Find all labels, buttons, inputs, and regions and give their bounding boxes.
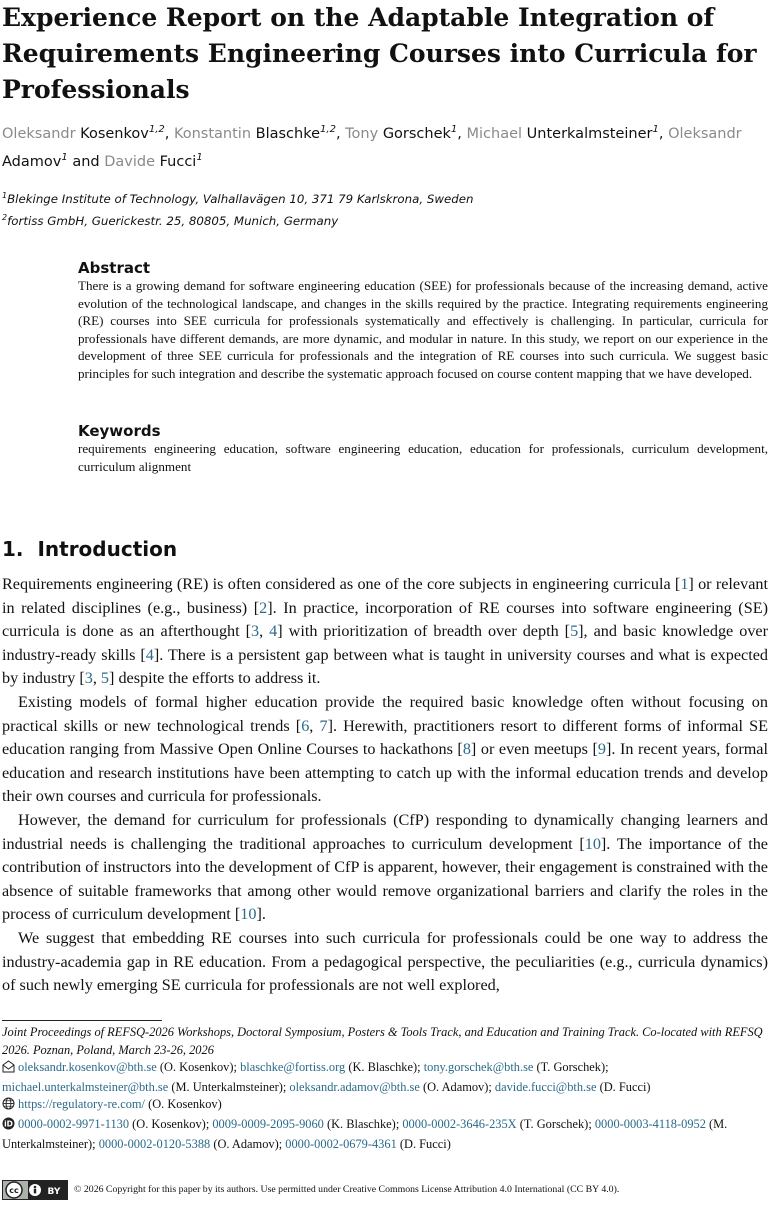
citation-link[interactable]: 4 <box>269 622 278 641</box>
cc-badge-label: BY <box>47 1187 61 1197</box>
citation-link[interactable]: 4 <box>145 645 154 664</box>
license-text: © 2026 Copyright for this paper by its authors. Use permitted under Creative Commons License Attribution 4.0 International (CC BY 4.0). <box>74 1184 620 1195</box>
citation-link[interactable]: 6 <box>301 716 310 735</box>
footnote-rule <box>2 1020 162 1021</box>
orcid-link[interactable]: 0000-0002-9971-1130 <box>18 1116 130 1131</box>
paragraph-text: , <box>92 669 101 688</box>
orcid-icon <box>2 1117 15 1136</box>
citation-link[interactable]: 9 <box>597 740 606 759</box>
citation-link[interactable]: 8 <box>462 740 471 759</box>
email-link[interactable]: tony.gorschek@bth.se <box>423 1060 534 1075</box>
citation-link[interactable]: 10 <box>240 905 257 924</box>
abstract-heading: Abstract <box>78 259 151 277</box>
paragraph-text: ]. There is a persistent gap between what is taught in university courses and what is expected by industry [ <box>2 645 768 688</box>
globe-icon <box>2 1097 15 1116</box>
author-given-name: Oleksandr <box>668 125 742 142</box>
author-affiliation-mark: 1 <box>450 124 458 135</box>
orcid-owner: (O. Kosenkov) <box>132 1116 206 1131</box>
license-line <box>2 1180 768 1200</box>
orcid-list: 0000-0002-9971-1130 (O. Kosenkov); 0009-0009-2095-9060 (K. Blaschke); 0000-0002-3646-235X (T. Gorschek); 0000-0003-4118-0952 (M. Unterkalmsteiner); 0000-0002-0120-5388 (O. Adamov); 0000-0002-0679-4361 (D. Fucci) <box>2 1116 728 1151</box>
svg-text:cc: cc <box>9 1186 19 1195</box>
keywords-block <box>78 422 768 475</box>
email-link[interactable]: oleksandr.kosenkov@bth.se <box>18 1060 157 1075</box>
citation-link[interactable]: 2 <box>259 598 268 617</box>
paragraph-text: ] or even meetups [ <box>470 740 598 759</box>
orcid-link[interactable]: 0009-0009-2095-9060 <box>212 1116 324 1131</box>
citation-link[interactable]: 5 <box>100 669 110 688</box>
email-owner: (O. Adamov) <box>422 1079 489 1094</box>
homepage-line <box>2 1096 768 1116</box>
author-given-name: Oleksandr <box>2 125 76 142</box>
paragraph-text: ], and basic knowledge over industry-ready skills [ <box>2 622 769 664</box>
author-family-name: Gorschek <box>382 125 451 142</box>
affiliation-1-number: 1 <box>2 191 8 200</box>
email-link[interactable]: michael.unterkalmsteiner@bth.se <box>2 1079 169 1094</box>
author-affiliation-mark: 1,2 <box>320 124 336 135</box>
paragraph-text: , <box>259 622 270 641</box>
svg-text:iD: iD <box>4 1119 13 1129</box>
email-owner: (O. Kosenkov) <box>159 1060 234 1075</box>
author <box>467 126 659 142</box>
orcid-owner: (M. Unterkalmsteiner) <box>2 1116 728 1151</box>
affiliation-1 <box>2 188 702 207</box>
cc-by-badge-icon <box>2 1180 68 1208</box>
keywords-heading: Keywords <box>78 422 161 440</box>
author-affiliation-mark: 1 <box>652 124 659 135</box>
author <box>174 126 336 142</box>
paragraph-text: Existing models of formal higher education provide the required basic knowledge often without focusing on practical skills or new technological trends [ <box>2 692 768 735</box>
citation-link[interactable]: 7 <box>319 716 328 735</box>
author-family-name: Fucci <box>159 153 197 170</box>
paragraph-text: ]. Herewith, practitioners resort to different forms of informal SE education ranging from Massive Open Online Courses to hackathons [ <box>2 716 768 759</box>
paragraph <box>2 809 768 927</box>
affiliation-2-number: 2 <box>2 213 8 222</box>
email-owner: (D. Fucci) <box>599 1079 651 1094</box>
author-affiliation-mark: 1 <box>61 151 68 163</box>
orcid-owner: (O. Adamov) <box>213 1136 279 1151</box>
paragraph-text: ] despite the efforts to address it. <box>109 669 321 688</box>
affiliation-2-text: fortiss GmbH, Guerickestr. 25, 80805, Munich, Germany <box>7 213 339 228</box>
abstract-text: There is a growing demand for software engineering education (SEE) for professionals because of the increasing demand, active evolution of the technological landscape, and changes in the skills required by the practice. Integrating requirements engineering (RE) courses into SEE curricula for professionals systematically and effectively is challenging. In particular, curricula for professionals have different demands, are more dynamic, and modular in nature. In this study, we report on our experience in the development of three SEE curricula for professionals and the integration of RE courses into such curricula. We suggest basic principles for such integration and describe the systematic approach focused on course content mapping that we have developed. <box>78 278 768 381</box>
paragraph <box>2 691 768 809</box>
email-owner: (K. Blaschke) <box>348 1060 418 1075</box>
author-given-name: Konstantin <box>173 125 252 142</box>
author <box>104 151 203 170</box>
author-conjunction: and <box>72 153 100 170</box>
email-link[interactable]: davide.fucci@bth.se <box>494 1079 597 1094</box>
orcid-link[interactable]: 0000-0002-0679-4361 <box>285 1136 397 1151</box>
orcid-link[interactable]: 0000-0003-4118-0952 <box>594 1116 706 1131</box>
citation-link[interactable]: 3 <box>84 669 93 688</box>
envelope-icon <box>2 1060 15 1079</box>
section-number: 1. <box>2 537 24 561</box>
paragraph-text: ]. <box>256 905 266 924</box>
email-link[interactable]: oleksandr.adamov@bth.se <box>289 1079 420 1094</box>
keywords-text: requirements engineering education, software engineering education, education for professionals, curriculum development, curriculum alignment <box>78 441 768 474</box>
paragraph-text: ] or relevant in related disciplines (e.g., business) [ <box>2 575 768 617</box>
section-body <box>2 573 768 998</box>
citation-link[interactable]: 5 <box>570 622 579 641</box>
email-line <box>2 1059 768 1096</box>
paragraph-text: ]. The importance of the contribution of instructors into the development of CfP is apparent, however, their engagement is constrained with the absence of suitable frameworks that among other would remove organizational barriers and clarify the roles in the process of curriculum development [ <box>2 834 768 924</box>
email-owner: (M. Unterkalmsteiner) <box>171 1079 283 1094</box>
author-family-name: Kosenkov <box>80 125 149 142</box>
author-affiliation-mark: 1 <box>196 151 203 163</box>
email-owner: (T. Gorschek) <box>536 1060 606 1075</box>
section-title: Introduction <box>37 537 178 561</box>
author-given-name: Michael <box>466 125 523 142</box>
paragraph-text: ] with prioritization of breadth over depth [ <box>277 622 571 641</box>
orcid-link[interactable]: 0000-0002-3646-235X <box>402 1116 517 1131</box>
affiliation-2 <box>2 210 702 229</box>
citation-link[interactable]: 1 <box>680 575 689 593</box>
affiliation-1-text: Blekinge Institute of Technology, Valhallavägen 10, 371 79 Karlskrona, Sweden <box>7 191 474 206</box>
paragraph-text: ]. In practice, incorporation of RE courses into software engineering (SE) curricula is done as an afterthought [ <box>2 598 768 641</box>
orcid-owner: (T. Gorschek) <box>519 1116 589 1131</box>
email-list: oleksandr.kosenkov@bth.se (O. Kosenkov); blaschke@fortiss.org (K. Blaschke); tony.gorschek@bth.se (T. Gorschek); michael.unterkalmsteiner@bth.se (M. Unterkalmsteiner); oleksandr.adamov@bth.se (O. Adamov); davide.fucci@bth.se (D. Fucci) <box>2 1060 651 1094</box>
author-given-name: Tony <box>345 125 379 142</box>
paragraph-text: ]. In recent years, formal education and research institutions have been attempting to catch up with the informal education trends and develop their own courses and curricula for professionals. <box>2 740 768 806</box>
homepage-owner: (O. Kosenkov) <box>148 1097 222 1112</box>
author-family-name: Adamov <box>2 153 62 170</box>
paragraph-text: We suggest that embedding RE courses into such curricula for professionals could be one way to address the industry-academia gap in RE education. From a pedagogical perspective, the peculiarities (e.g., curricula dynamics) of such newly emerging SE curricula for professionals are not well explored, <box>2 928 768 995</box>
author <box>345 126 457 142</box>
orcid-link[interactable]: 0000-0002-0120-5388 <box>98 1136 211 1151</box>
paper-title: Experience Report on the Adaptable Integration of Requirements Engineering Courses into Curricula for Professionals <box>2 3 757 104</box>
author-given-name: Davide <box>104 153 156 170</box>
footnote-block <box>2 1024 768 1153</box>
citation-link[interactable]: 10 <box>584 834 601 853</box>
paragraph-text: Requirements engineering (RE) is often considered as one of the core subjects in engineering curricula [ <box>2 575 681 593</box>
paragraph <box>2 573 768 691</box>
orcid-owner: (K. Blaschke) <box>326 1116 396 1131</box>
conference-note: Joint Proceedings of REFSQ-2026 Workshops, Doctoral Symposium, Posters & Tools Track, and Education and Training Track. Co-located with REFSQ 2026. Poznan, Poland, March 23-26, 2026 <box>2 1025 763 1057</box>
abstract-block <box>78 259 768 382</box>
paragraph <box>2 927 768 998</box>
email-link[interactable]: blaschke@fortiss.org <box>240 1060 346 1075</box>
paragraph-text: , <box>309 716 320 735</box>
orcid-line <box>2 1116 768 1153</box>
citation-link[interactable]: 3 <box>251 622 260 641</box>
author-family-name: Unterkalmsteiner <box>526 125 653 142</box>
orcid-owner: (D. Fucci) <box>399 1136 451 1151</box>
author-family-name: Blaschke <box>255 125 321 142</box>
paragraph-text: However, the demand for curriculum for professionals (CfP) responding to dynamically changing learners and industrial needs is challenging the traditional approaches to curriculum development [ <box>2 810 768 853</box>
homepage-link[interactable]: https://regulatory-re.com/ <box>18 1097 145 1112</box>
author <box>2 126 165 142</box>
author-affiliation-mark: 1,2 <box>148 124 165 135</box>
author-list: Oleksandr Kosenkov$^{1,2}$, Konstantin Blaschke$^{1,2}$, Tony Gorschek$^1$, Michael Unterkalmsteiner$^1$, Oleksandr Adamov$^1$ and Davide Fucci$^1$ <box>2 124 742 170</box>
section-heading <box>2 535 177 563</box>
